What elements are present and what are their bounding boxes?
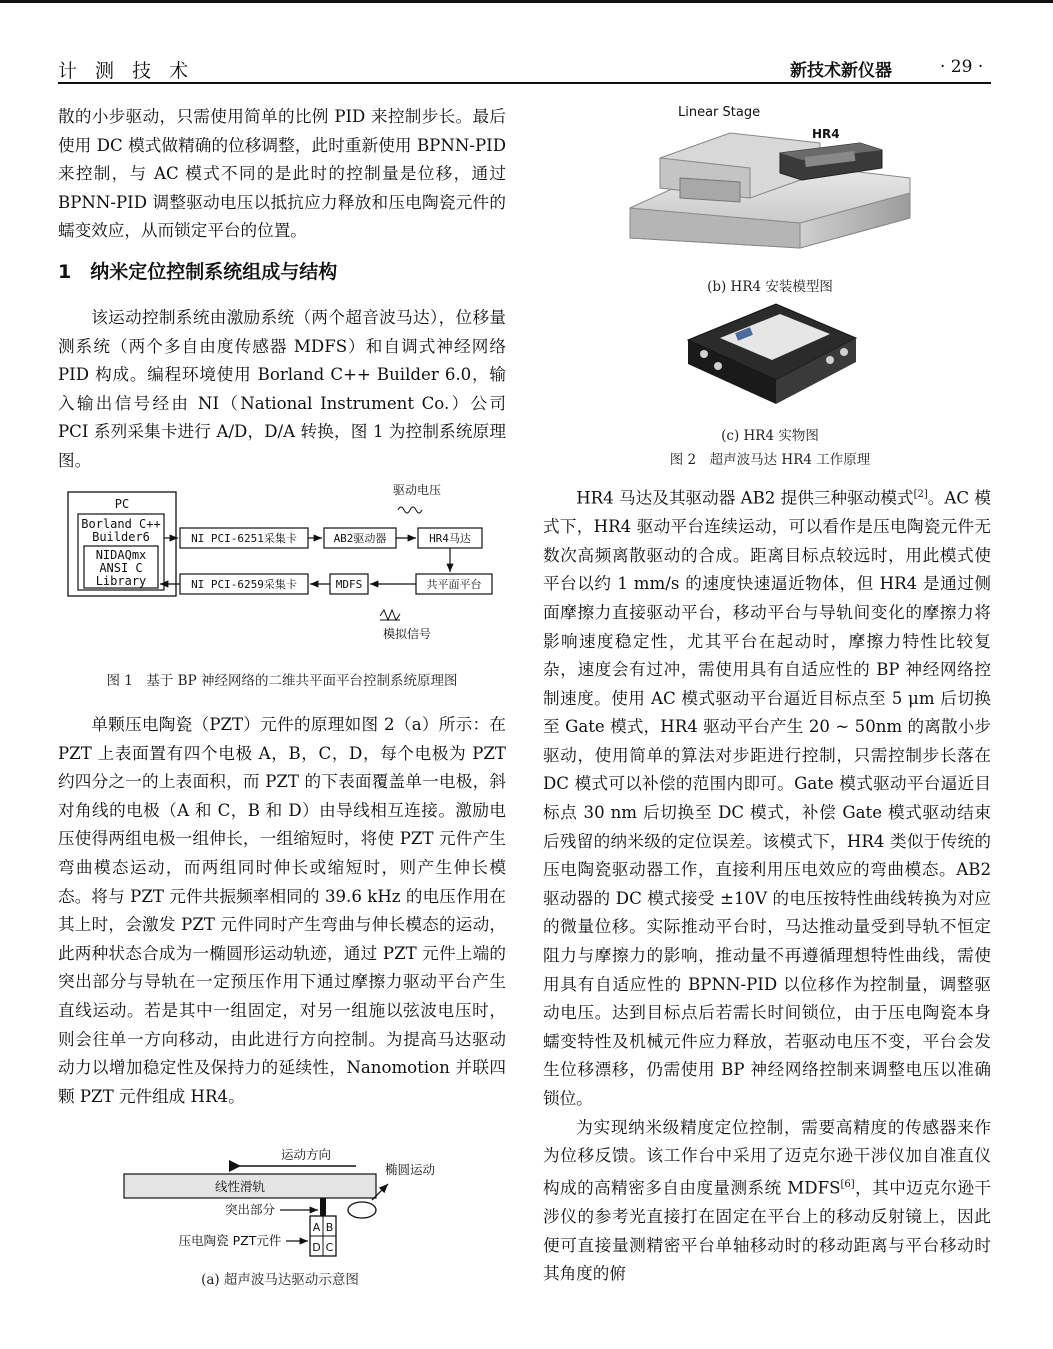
figure-1-diagram xyxy=(62,478,512,648)
rail-label: 线性滑轨 xyxy=(214,1179,266,1194)
ellipse-motion-label: 椭圆运动 xyxy=(384,1162,436,1177)
paragraph-intro-text: 散的小步驱动，只需使用简单的比例 PID 来控制步长。最后使用 DC 模式做精确的位移调整，此时重新使用 BPNN-PID 来控制，与 AC 模式不同的是此时的控制量是位移，通过 BPNN-PID 调整驱动电压以抵抗应力释放和压电陶瓷元件的蠕变效应，从而锁定平台的位置。 xyxy=(58,107,506,241)
figure-1-caption: 图 1 基于 BP 神经网络的二维共平面平台控制系统原理图 xyxy=(106,673,458,689)
electrode-d: D xyxy=(312,1241,321,1254)
borland-label-1: Borland C++ xyxy=(81,517,161,531)
motion-direction-label: 运动方向 xyxy=(280,1147,332,1162)
linear-stage-label: Linear Stage xyxy=(678,105,761,120)
analog-signal-label: 模拟信号 xyxy=(382,627,432,641)
figure-2-caption: 图 2 超声波马达 HR4 工作原理 xyxy=(669,452,871,468)
hr4-model-label: HR4 xyxy=(812,127,840,141)
paragraph-pzt-text: 单颗压电陶瓷（PZT）元件的原理如图 2（a）所示：在 PZT 上表面置有四个电极 A，B，C，D，每个电极为 PZT 约四分之一的上表面积，而 PZT 的下表面覆盖单一电极，斜对角线的电极（A 和 C，B 和 D）由导线相互连接。激励电压使得两组电极一组伸长，一组缩短时，将使 PZT 元件产生弯曲模态运动，而两组同时伸长或缩短时，则产生伸长模态。将与 PZT 元件共振频率相同的 39.6 kHz 的电压作用在其上时，会激发 PZT 元件同时产生弯曲与伸长模态的运动，此两种状态合成为一椭圆形运动轨迹，通过 PZT 元件上端的突出部分与导轨在一定预压作用下通过摩擦力驱动平台产生直线运动。若是其中一组固定，对另一组施以弦波电压时，则会往单一方向移动，由此进行方向控制。为提高马达驱动动力以增加稳定性及保持力的延续性，Nanomotion 并联四颗 PZT 元件组成 HR4。 xyxy=(58,715,506,1106)
electrode-b: B xyxy=(325,1221,334,1234)
mdfs-label: MDFS xyxy=(335,578,363,591)
reference-2[interactable]: [2] xyxy=(913,489,928,500)
figure-2c-caption: (c) HR4 实物图 xyxy=(721,428,819,444)
pzt-label: 压电陶瓷 PZT元件 xyxy=(178,1233,282,1248)
ni6251-label: NI PCI-6251采集卡 xyxy=(191,532,297,545)
electrode-a: A xyxy=(312,1221,321,1234)
electrode-c: C xyxy=(325,1241,334,1254)
protrusion xyxy=(320,1198,326,1216)
column-name: 新技术新仪器 xyxy=(790,61,892,81)
paragraph-pzt xyxy=(58,711,506,1111)
section-heading: 1 纳米定位控制系统组成与结构 xyxy=(58,261,338,283)
hr4-label: HR4马达 xyxy=(429,532,471,545)
drive-voltage-label: 驱动电压 xyxy=(392,483,442,497)
paragraph-sensor: 为实现纳米级精度定位控制，需要高精度的传感器来作为位移反馈。该工作台中采用了迈克尔逊干涉仪加自准直仪构成的高精密多自由度量测系统 MDFS[6]，其中迈克尔逊干涉仪的参考光直接打在固定在平台上的移动反射镜上，因此便可直接量测精密平台单轴移动时的移动距离与平台移动时其角度的俯 xyxy=(543,1117,992,1284)
ellipse-trajectory xyxy=(348,1202,376,1218)
page-number: · 29 · xyxy=(940,57,984,77)
borland-label-2: Builder6 xyxy=(92,530,150,544)
platform-label: 共平面平台 xyxy=(426,578,482,591)
right-column xyxy=(543,481,991,1289)
figure-2b-image xyxy=(620,98,920,258)
sine-wave-icon xyxy=(398,507,422,513)
paragraph-intro xyxy=(58,103,506,246)
paragraph-modes: HR4 马达及其驱动器 AB2 提供三种驱动模式[2]。AC 模式下，HR4 驱动平台连续运动，可以看作是压电陶瓷元件无数次高频离散驱动的合成。距离目标点较远时，用此模式使平台以约 1 mm/s 的速度快速逼近物体，但 HR4 是通过侧面摩擦力直接驱动平台，移动平台与导轨间变化的摩擦力将影响速度稳定性，尤其平台在起动时，摩擦力特性比较复杂，速度会有过冲，需使用具有自适应性的 BP 神经网络控制速度。使用 AC 模式驱动平台逼近目标点至 5 μm 后切换至 Gate 模式，HR4 驱动平台产生 20 ~ 50nm 的离散小步驱动，使用简单的算法对步距进行控制，只需控制步长落在 DC 模式可以补偿的范围内即可。Gate 模式驱动平台逼近目标点 30 nm 后切换至 DC 模式，补偿 Gate 模式驱动结束后残留的纳米级的定位误差。该模式下，HR4 类似于传统的压电陶瓷驱动器工作，直接利用压电效应的弯曲模态。AB2 驱动器的 DC 模式接受 ±10V 的电压按特性曲线转换为对应的微量位移。实际推动平台时，马达推动量受到导轨不恒定阻力与摩擦力的影响，推动量不再遵循理想特性曲线，需使用具有自适应性的 BPNN-PID 以位移作为控制量，调整驱动电压。达到目标点后若需长时间锁位，由于压电陶瓷本身蠕变特性及机械元件应力释放，若驱动电压不变，平台会发生位移漂移，仍需使用 BP 神经网络控制来调整电压以准确锁位。 xyxy=(543,488,991,1108)
protrusion-label: 突出部分 xyxy=(224,1202,276,1217)
reference-6[interactable]: [6] xyxy=(840,1178,855,1190)
paragraph-system-text: 该运动控制系统由激励系统（两个超音波马达），位移量测系统（两个多自由度传感器 MDFS）和自调式神经网络 PID 构成。编程环境使用 Borland C++ Builder 6.0，输入输出信号经由 NI（National Instrument Co.）公司 PCI 系列采集卡进行 A/D，D/A 转换，图 1 为控制系统原理图。 xyxy=(58,308,506,470)
library-label-2: ANSI C xyxy=(99,561,143,575)
figure-2a-caption: (a) 超声波马达驱动示意图 xyxy=(201,1272,359,1288)
top-border xyxy=(0,0,1053,3)
library-label-1: NIDAQmx xyxy=(95,548,147,562)
figure-2b-caption: (b) HR4 安装模型图 xyxy=(707,279,833,295)
ab2-label: AB2驱动器 xyxy=(333,532,387,545)
ni6259-label: NI PCI-6259采集卡 xyxy=(191,578,297,591)
paragraph-system xyxy=(58,304,506,476)
library-label-3: Library xyxy=(95,574,147,588)
header-rule xyxy=(58,82,991,84)
figure-2c-image xyxy=(680,294,860,410)
journal-name: 计 测 技 术 xyxy=(58,60,195,82)
pc-label: PC xyxy=(114,497,130,511)
figure-2a-diagram xyxy=(120,1144,460,1260)
analog-wave-icon xyxy=(380,610,400,620)
